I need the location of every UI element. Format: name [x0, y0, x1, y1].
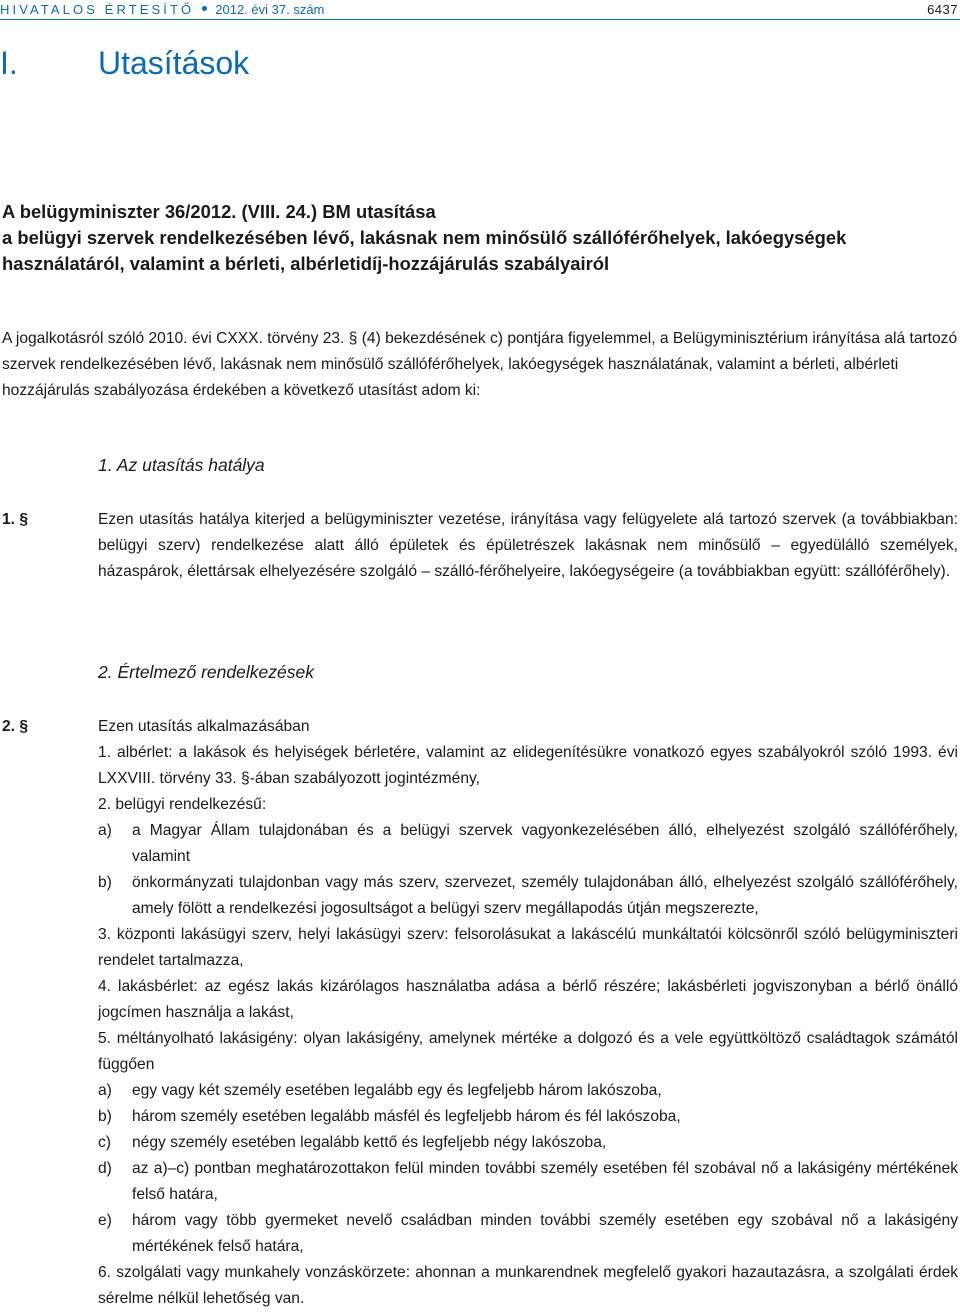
subitem-mark: a) [98, 1082, 112, 1099]
subitem-text: három vagy több gyermeket nevelő családban minden további személy esetében egy szobával nő a lakásigény mértékének felső határa, [132, 1212, 958, 1255]
part-name: Utasítások [98, 45, 250, 81]
part-number: I. [0, 45, 18, 81]
subitem-text: három személy esetében legalább másfél és legfeljebb három és fél lakószoba, [132, 1108, 681, 1125]
section-heading-scope: 1. Az utasítás hatálya [98, 455, 265, 475]
paragraph-number: 2. § [2, 718, 29, 735]
subitem-mark: c) [98, 1134, 111, 1151]
preamble: A jogalkotásról szóló 2010. évi CXXX. törvény 23. § (4) bekezdésének c) pontjára figyelemmel, a Belügyminisztérium irányítása alá tartozó szervek rendelkezésében lévő, lakásnak nem minősülő szállóférőhelyek, lakóegységek használatának, valamint a bérleti, albérleti hozzájárulás szabályozása érdekében a következő utasítást adom ki: [2, 330, 958, 399]
issue-label: 2012. évi 37. szám [215, 1, 325, 17]
header-rule [0, 19, 960, 20]
publication-name: HIVATALOS ÉRTESÍTŐ [0, 1, 195, 17]
subitem-text: önkormányzati tulajdonban vagy más szerv, szervezet, személy tulajdonában álló, elhelyezést szolgáló szállóférőhely, amely fölött a rendelkezési jogosultságot a belügyi szerv megállapodás útján megszerezte, [132, 874, 958, 917]
subitem-mark: e) [98, 1212, 112, 1229]
subitem-mark: a) [98, 822, 112, 839]
subitem-text: a Magyar Állam tulajdonában és a belügyi szervek vagyonkezelésében álló, elhelyezést szolgáló szállóférőhely, valamint [132, 822, 958, 865]
subitem-text: az a)–c) pontban meghatározottakon felül minden további személy esetében fél szobával nő a lakásigény mértékének felső határa, [132, 1160, 958, 1203]
subitem-mark: d) [98, 1160, 112, 1177]
subitem-text: négy személy esetében legalább kettő és legfeljebb négy lakószoba, [132, 1134, 607, 1151]
paragraph-number: 1. § [2, 511, 29, 528]
running-header [0, 0, 958, 18]
definition-item: 1. albérlet: a lakások és helyiségek bérletére, valamint az elidegenítésükre vonatkozó egyes szabályokról szóló 1993. évi LXXVIII. törvény 33. §-ában szabályozott jogintézmény, [98, 744, 958, 787]
definition-item: 2. belügyi rendelkezésű: [98, 796, 267, 813]
page-number: 6437 [927, 1, 958, 17]
section-heading-definitions: 2. Értelmező rendelkezések [98, 662, 314, 682]
part-title [0, 45, 249, 82]
definition-item: 5. méltányolható lakásigény: olyan lakásigény, amelynek mértéke a dolgozó és a vele együttköltöző családtagok számától függően [98, 1030, 958, 1073]
subitem-mark: b) [98, 874, 112, 891]
subitem-text: egy vagy két személy esetében legalább egy és legfeljebb három lakószoba, [132, 1082, 662, 1099]
definition-item: 3. központi lakásügyi szerv, helyi lakásügyi szerv: felsorolásukat a lakáscélú munkáltatói kölcsönről szóló belügyminiszteri rendelet tartalmazza, [98, 926, 958, 969]
bullet-separator-icon [202, 6, 207, 11]
subitem-mark: b) [98, 1108, 112, 1125]
paragraph-text: Ezen utasítás hatálya kiterjed a belügyminiszter vezetése, irányítása vagy felügyelete alá tartozó szervek (a továbbiakban: belügyi szerv) rendelkezése alatt álló épületek és épületrészek lakásnak nem minősülő – egyedülálló személyek, házaspárok, élettársak elhelyezésére szolgáló – szálló-férőhelyeire, lakóegységeire (a továbbiakban együtt: szállóférőhely). [98, 511, 958, 580]
paragraph-text: Ezen utasítás alkalmazásában [98, 718, 310, 735]
document-title: A belügyminiszter 36/2012. (VIII. 24.) BM utasítása a belügyi szervek rendelkezésében lévő, lakásnak nem minősülő szállóférőhelyek, lakóegységek használatáról, valamint a bérleti, albérletidíj-hozzájárulás szabályairól [2, 201, 847, 274]
definition-item: 6. szolgálati vagy munkahely vonzáskörzete: ahonnan a munkarendnek megfelelő gyakori hazautazásra, a szolgálati érdek sérelme nélkül lehetőség van. [98, 1264, 958, 1307]
definition-item: 4. lakásbérlet: az egész lakás kizárólagos használatba adása a bérlő részére; lakásbérleti jogviszonyban a bérlő önálló jogcímen használja a lakást, [98, 978, 958, 1021]
